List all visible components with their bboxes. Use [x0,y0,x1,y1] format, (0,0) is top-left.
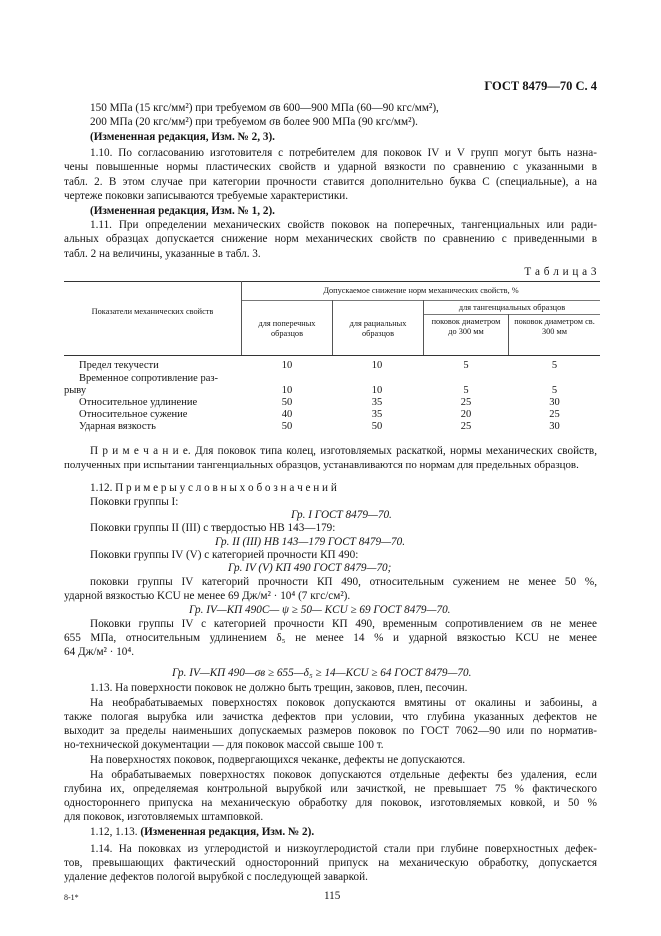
table-row-label: Относительное удлинение [79,397,198,408]
paragraph-line: удаление дефектов пологой вырубкой с последующей заваркой. [64,871,368,883]
text-line: 150 МПа (15 кгс/мм²) при требуемом σв 600—900 МПа (60—90 кгс/мм²), [90,102,439,114]
text-line: поковки группы IV категорий прочности КП 490, относительным сужением не менее 50 %, [90,576,597,588]
footer-mark: 8-1* [64,893,79,902]
text-line: 200 МПа (20 кгс/мм²) при требуемом σв более 900 МПа (90 кгс/мм²). [90,116,418,128]
table-cell: 35 [371,397,383,408]
paragraph-line: 1.13. На поверхности поковок не должно быть трещин, заковов, плен, песочин. [90,682,468,694]
table-col-divider [508,314,509,355]
table-cell: 50 [281,421,293,432]
amendment-line [90,826,314,839]
table-row-label: Относительное сужение [79,409,188,420]
designation-example: Гр. I ГОСТ 8479—70. [291,509,392,521]
table-row-label: рыву [64,385,87,396]
table-cell: 20 [460,409,472,420]
paragraph-line: выходит за пределы наименьших допускаемых размеров поковок по ГОСТ 7062—90 или по норматив- [64,725,597,737]
amendment-note: (Измененная редакция, Изм. № 1, 2). [90,205,275,217]
paragraph-line: для поковок, изготовляемых штамповкой. [64,811,264,823]
table-col-divider [241,281,242,355]
paragraph-line: 1.11. При определении механических свойств поковок на поперечных, тангенциальных или ради- [90,219,597,231]
table-cell: 40 [281,409,293,420]
table-cell: 10 [281,385,293,396]
amendment-note: (Измененная редакция, Изм. № 2, 3). [90,131,275,143]
paragraph-line: На поверхностях поковок, подвергающихся чеканке, дефекты не допускаются. [90,754,466,766]
text-line: Поковки группы IV с категорией прочности КП 490, временным сопротивлением σв не менее [90,618,597,630]
paragraph-line: тов, превышающих фактический односторонний припуск на механическую обработку, допускается [64,857,597,869]
table-cell: 50 [371,421,383,432]
table-top-rule [64,281,600,282]
text-line: Поковки группы II (III) с твердостью НВ 143—179: [90,522,336,534]
paragraph-line: На необрабатываемых поверхностях поковок допускаются вмятины от окалины и забоины, а [90,697,597,709]
paragraph-line: табл. 2 на величины, указанные в табл. 3. [64,248,261,260]
text-line: 655 МПа, относительным удлинением δ₅ не менее 14 % и ударной вязкостью KCU не менее [64,632,597,644]
table-col-header: для рациальных образцов [349,319,407,338]
table-cell: 25 [460,421,472,432]
paragraph-line: но-технической документации — для поковок массой свыше 100 т. [64,739,384,751]
paragraph-line: табл. 2. В этом случае при категории прочности ставится дополнительно буква С (специальные), а на [64,176,597,188]
text-line: Поковки группы IV (V) с категорией прочности КП 490: [90,549,359,561]
table-row-label: Временное сопротивление раз- [79,373,219,384]
table-cell: 25 [549,409,560,420]
table-cell: 10 [371,385,383,396]
table-caption: Т а б л и ц а 3 [524,266,597,278]
table-cell: 5 [551,360,558,371]
paragraph-line: 1.14. На поковках из углеродистой и низкоуглеродистой стали при глубине поверхностных дефек- [90,843,597,855]
table-cell: 5 [551,385,558,396]
table-row-label: Предел текучести [79,360,159,371]
table-row-label: Ударная вязкость [79,421,156,432]
text-line: Поковки группы I: [90,496,179,508]
table-note: полученных при испытании тангенциальных образцов, устанавливаются по нормам для предельных образцов. [64,459,579,471]
paragraph-line: 1.10. По согласованию изготовителя с потребителем для поковок IV и V групп могут быть назна- [90,147,597,159]
table-cell: 35 [371,409,383,420]
table-note: П р и м е ч а н и е. Для поковок типа колец, изготовляемых раскаткой, нормы механических свойств, [90,445,597,457]
paragraph-line: глубина их, определяемая контрольной вырубкой или зачисткой, не превышает 75 % фактического [64,783,597,795]
amendment-note: (Измененная редакция, Изм. № 2). [140,826,315,838]
table-cell: 10 [371,360,383,371]
paragraph-line: чены повышенные нормы пластических свойств и ударной вязкости по сравнению с указанными в [64,161,597,173]
text-line: 64 Дж/м² · 10⁴. [64,646,135,658]
table-header-rule [64,355,600,356]
table-group-header: Допускаемое снижение норм механических свойств, % [323,286,519,295]
table-col-divider [423,300,424,355]
table-col-header: для поперечных образцов [258,319,316,338]
table-col-header: поковок диаметром до 300 мм [431,317,501,336]
page-number: 115 [324,890,341,902]
table-col-divider [332,300,333,355]
designation-example: Гр. IV (V) КП 490 ГОСТ 8479—70; [228,562,392,574]
designation-example: Гр. IV—КП 490—σв ≥ 655—δ₅ ≥ 14—KCU ≥ 64 ГОСТ 8479—70. [172,667,472,679]
paragraph-line: На обрабатываемых поверхностях поковок допускаются отдельные дефекты без удаления, если [90,769,597,781]
table-rule [241,300,600,301]
paragraph-line: альных образцах допускается снижение норм механических свойств по сравнению с приведенными в [64,233,597,245]
page-header: ГОСТ 8479—70 С. 4 [484,79,597,93]
amendment-ref: 1.12, 1.13. [90,826,141,838]
paragraph-line: чертеже поковки записываются требуемые характеристики. [64,190,349,202]
designation-example: Гр. IV—КП 490С— ψ ≥ 50— KCU ≥ 69 ГОСТ 8479—70. [189,604,451,616]
table-rule [423,314,600,315]
designation-example: Гр. II (III) НВ 143—179 ГОСТ 8479—70. [215,536,406,548]
text-line: ударной вязкостью KCU не менее 69 Дж/м² · 10⁴ (7 кгс/см²). [64,590,351,602]
table-cell: 5 [463,385,469,396]
table-cell: 30 [549,421,560,432]
paragraph-line: одностороннего припуска на механическую обработку для поковок, изготовляемых ковкой, и 50 % [64,797,597,809]
table-cell: 25 [460,397,472,408]
table-cell: 30 [549,397,560,408]
table-cell: 5 [463,360,469,371]
table-cell: 50 [281,397,293,408]
table-sub-header: для тангенциальных образцов [458,303,566,312]
table-col-header: поковок диаметром св. 300 мм [514,317,595,336]
table-col-header: Показатели механических свойств [91,307,214,316]
table-cell: 10 [281,360,293,371]
section-heading: 1.12. П р и м е р ы у с л о в н ы х о б о з н а ч е н и й [90,482,337,494]
paragraph-line: также пологая вырубка или зачистка дефектов при условии, что глубина указанных дефектов не [64,711,597,723]
